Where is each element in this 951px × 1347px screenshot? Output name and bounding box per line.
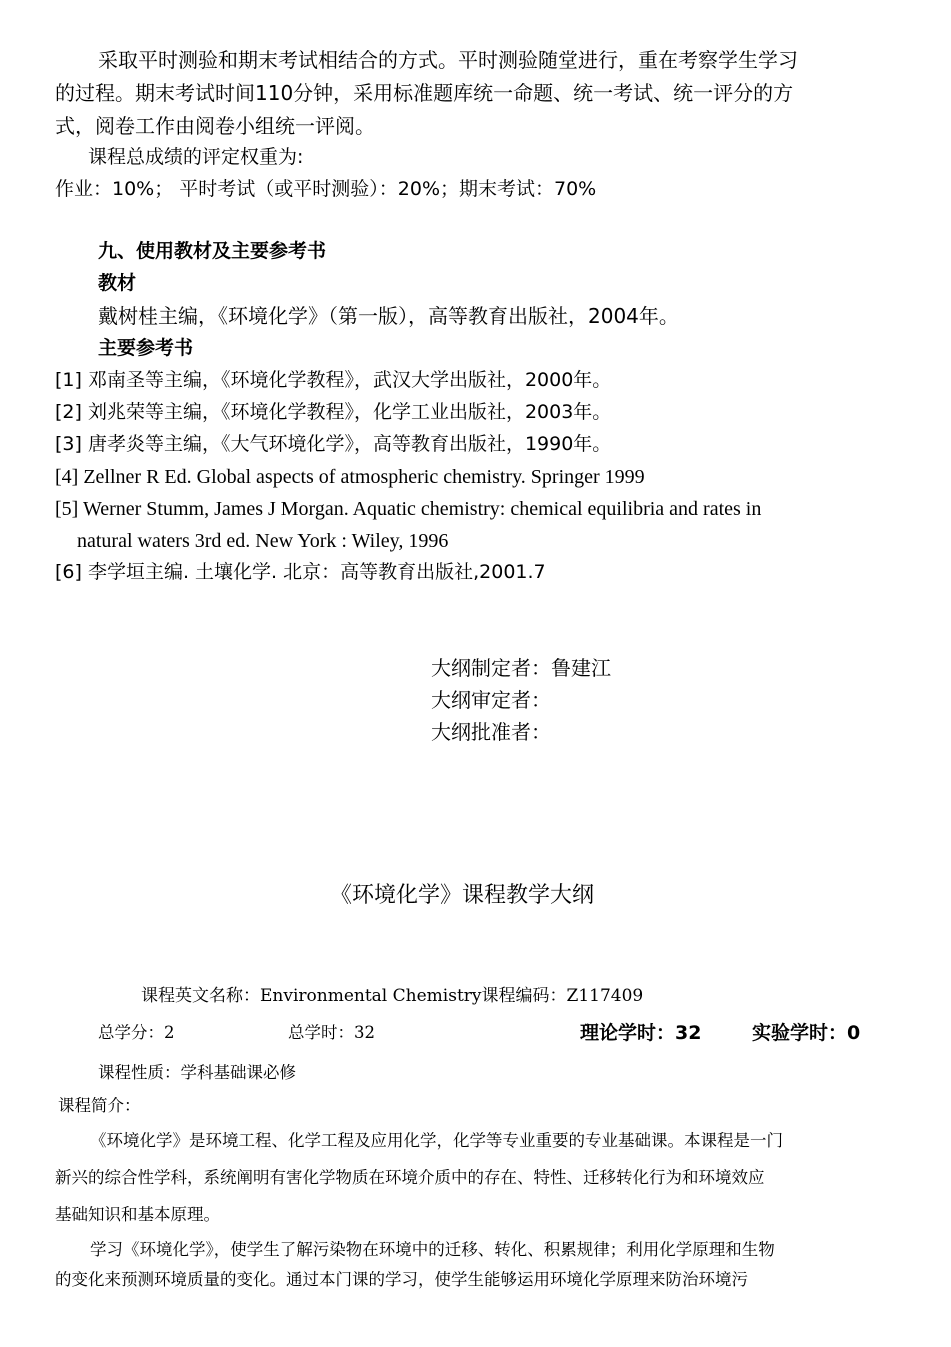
signoff-author: 大纲制定者：鲁建江 (431, 656, 611, 680)
refs-label: 主要参考书 (98, 337, 194, 359)
intro-para2-line2: 的变化来预测环境质量的变化。通过本门课的学习，使学生能够运用环境化学原理来防治环境污 (55, 1270, 748, 1289)
theory-hours: 理论学时：32 (580, 1022, 702, 1044)
ref-6: [6] 李学垣主编. 土壤化学. 北京：高等教育出版社,2001.7 (55, 561, 546, 583)
signoff-approver: 大纲批准者： (431, 720, 551, 744)
ref-4: [4] Zellner R Ed. Global aspects of atmospheric chemistry. Springer 1999 (55, 466, 645, 488)
ref-2: [2] 刘兆荣等主编，《环境化学教程》，化学工业出版社，2003年。 (55, 401, 612, 423)
intro-para1-line1: 《环境化学》是环境工程、化学工程及应用化学，化学等专业重要的专业基础课。本课程是一门 (90, 1131, 783, 1150)
weights-intro: 课程总成绩的评定权重为: (88, 146, 304, 168)
assessment-line-1: 采取平时测验和期末考试相结合的方式。平时测验随堂进行，重在考察学生学习 (98, 48, 798, 72)
ref-3: [3] 唐孝炎等主编，《大气环境化学》，高等教育出版社，1990年。 (55, 433, 612, 455)
total-hours: 总学时：32 (288, 1023, 375, 1042)
assessment-line-2: 的过程。期末考试时间110分钟，采用标准题库统一命题、统一考试、统一评分的方 (55, 81, 794, 105)
lab-hours: 实验学时：0 (752, 1022, 861, 1044)
syllabus-title: 《环境化学》课程教学大纲 (330, 883, 595, 908)
ref-1: [1] 邓南圣等主编，《环境化学教程》，武汉大学出版社，2000年。 (55, 369, 612, 391)
english-name-line: 课程英文名称：Environmental Chemistry课程编码：Z117409 (141, 986, 644, 1006)
ref-5-cont: natural waters 3rd ed. New York : Wiley, 1996 (77, 530, 449, 552)
section9-heading: 九、使用教材及主要参考书 (98, 240, 327, 262)
intro-label: 课程简介： (58, 1096, 141, 1115)
textbook-label: 教材 (98, 272, 137, 294)
credits: 总学分：2 (98, 1023, 175, 1042)
signoff-reviewer: 大纲审定者： (431, 688, 551, 712)
intro-para1-line3: 基础知识和基本原理。 (55, 1205, 220, 1224)
assessment-line-3: 式，阅卷工作由阅卷小组统一评阅。 (55, 114, 375, 138)
ref-5: [5] Werner Stumm, James J Morgan. Aquatic chemistry: chemical equilibria and rates in (55, 498, 762, 520)
weights-line: 作业：10%； 平时考试（或平时测验）：20%；期末考试：70% (55, 178, 597, 200)
textbook-entry: 戴树桂主编，《环境化学》（第一版），高等教育出版社，2004年。 (98, 304, 679, 328)
intro-para1-line2: 新兴的综合性学科，系统阐明有害化学物质在环境介质中的存在、特性、迁移转化行为和环境效应 (55, 1168, 765, 1187)
course-nature: 课程性质：学科基础课必修 (98, 1063, 296, 1082)
intro-para2-line1: 学习《环境化学》，使学生了解污染物在环境中的迁移、转化、积累规律；利用化学原理和生物 (90, 1240, 775, 1259)
